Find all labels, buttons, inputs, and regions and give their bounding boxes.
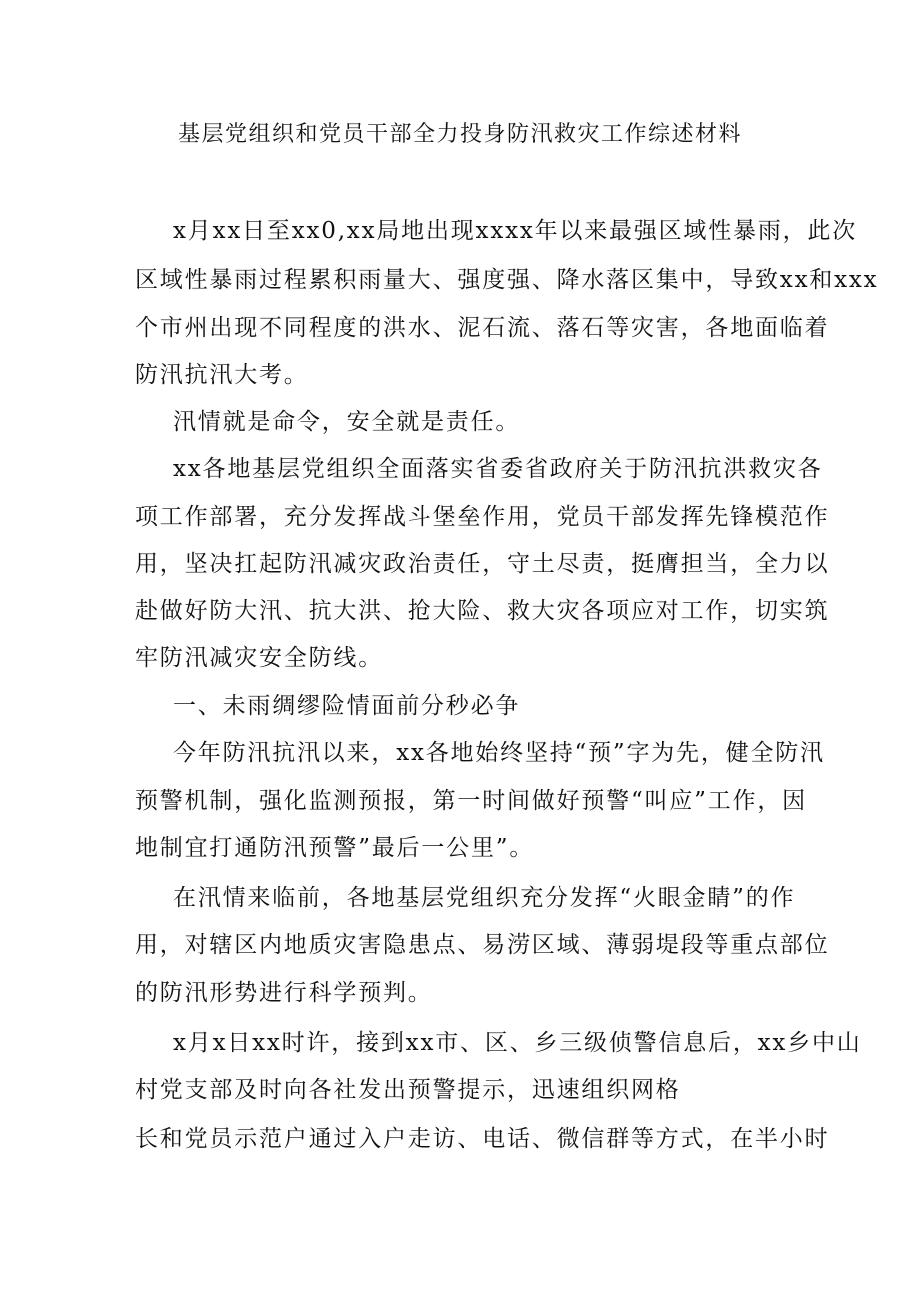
- paragraph-line: 长和党员示范户通过入户走访、电话、微信群等方式，在半小时: [135, 1126, 830, 1152]
- paragraph-line: 在汛情来临前，各地基层党组织充分发挥“火眼金睛”的作: [173, 885, 796, 911]
- paragraph-line: 用，对辖区内地质灾害隐患点、易涝区域、薄弱堤段等重点部位: [135, 932, 830, 958]
- paragraph-line: x月xx日至xx0,xx局地出现xxxx年以来最强区域性暴雨，此次: [173, 218, 858, 244]
- paragraph-line: 防汛抗汛大考。: [135, 362, 309, 388]
- paragraph-line: 预警机制，强化监测预报，第一时间做好预警“叫应”工作，因: [135, 788, 807, 814]
- document-title: 基层党组织和党员干部全力投身防汛救灾工作综述材料: [177, 122, 742, 147]
- paragraph-line: 区域性暴雨过程累积雨量大、强度强、降水落区集中，导致xx和xxx: [135, 267, 879, 293]
- paragraph-line: 今年防汛抗汛以来，xx各地始终坚持“预”字为先，健全防汛: [173, 740, 825, 766]
- paragraph-line: 个市州出现不同程度的洪水、泥石流、落石等灾害，各地面临着: [135, 315, 830, 341]
- paragraph-line: 地制宜打通防汛预警”最后一公里”。: [135, 835, 535, 861]
- paragraph-line: 用，坚决扛起防汛减灾政治责任，守土尽责，挺膺担当，全力以: [135, 551, 830, 577]
- paragraph-line: xx各地基层党组织全面落实省委省政府关于防汛抗洪救灾各: [173, 456, 823, 482]
- paragraph-line: 汛情就是命令，安全就是责任。: [173, 409, 521, 435]
- paragraph-line: 牢防汛减灾安全防线。: [135, 645, 383, 671]
- paragraph-line: x月x日xx时许，接到xx市、区、乡三级侦警信息后，xx乡中山: [173, 1030, 862, 1056]
- paragraph-line: 村党支部及时向各社发出预警提示，迅速组织网格: [135, 1077, 681, 1103]
- section-heading: 一、未雨绸缪险情面前分秒必争: [173, 693, 521, 719]
- paragraph-line: 项工作部署，充分发挥战斗堡垒作用，党员干部发挥先锋模范作: [135, 504, 830, 530]
- paragraph-line: 赴做好防大汛、抗大洪、抢大险、救大灾各项应对工作，切实筑: [135, 598, 830, 624]
- paragraph-line: 的防汛形势进行科学预判。: [135, 980, 433, 1006]
